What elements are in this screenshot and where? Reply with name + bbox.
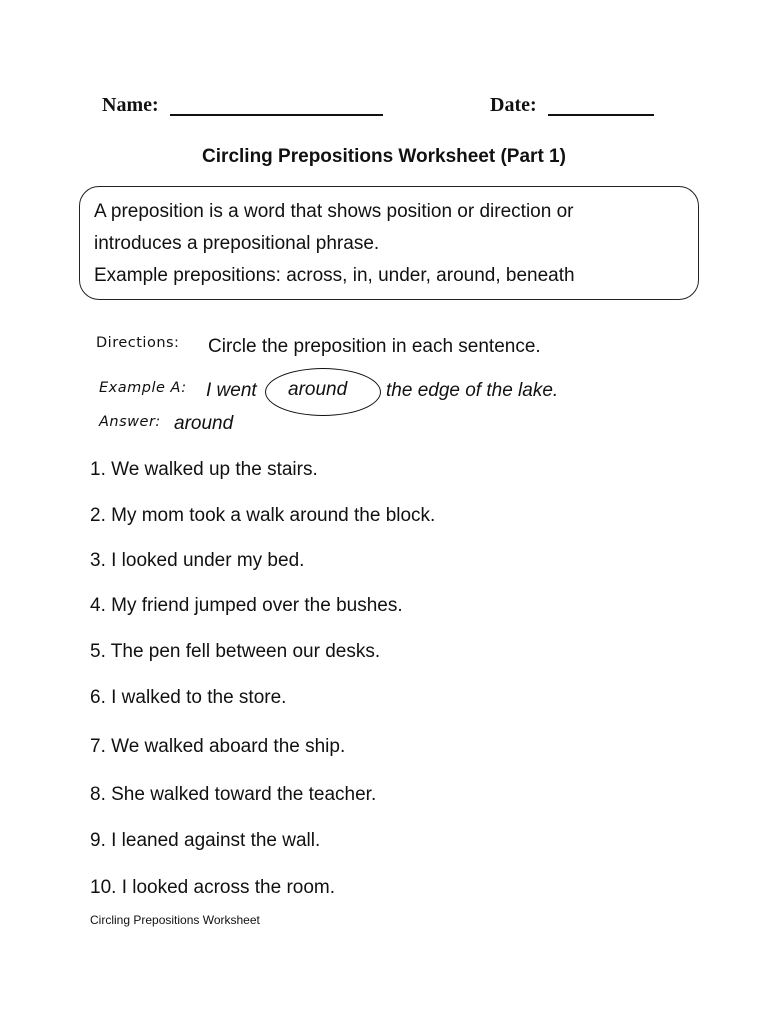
answer-value: around [174,413,234,434]
name-label: Name: [102,94,159,116]
question-8[interactable]: 8. She walked toward the teacher. [90,784,377,805]
question-5[interactable]: 5. The pen fell between our desks. [90,641,381,662]
question-4[interactable]: 4. My friend jumped over the bushes. [90,595,403,616]
definition-line-1: A preposition is a word that shows position or direction or [94,201,574,222]
example-sentence-start: I went [206,380,257,401]
worksheet-title: Circling Prepositions Worksheet (Part 1) [202,146,566,167]
question-9[interactable]: 9. I leaned against the wall. [90,830,321,851]
directions-text: Circle the preposition in each sentence. [208,336,541,357]
date-label: Date: [490,94,537,116]
worksheet-footer: Circling Prepositions Worksheet [90,913,260,927]
example-prepositions-line: Example prepositions: across, in, under, around, beneath [94,265,575,286]
question-10[interactable]: 10. I looked across the room. [90,877,336,898]
example-sentence-end: the edge of the lake. [386,380,559,401]
directions-label: Directions: [96,335,180,351]
example-label: Example A: [99,380,187,396]
date-blank-line[interactable] [548,114,654,116]
question-3[interactable]: 3. I looked under my bed. [90,550,305,571]
question-7[interactable]: 7. We walked aboard the ship. [90,736,346,757]
example-circled-word: around [288,379,348,400]
question-1[interactable]: 1. We walked up the stairs. [90,459,318,480]
definition-line-2: introduces a prepositional phrase. [94,233,380,254]
answer-label: Answer: [99,414,161,430]
question-2[interactable]: 2. My mom took a walk around the block. [90,505,436,526]
name-blank-line[interactable] [170,114,383,116]
question-6[interactable]: 6. I walked to the store. [90,687,287,708]
